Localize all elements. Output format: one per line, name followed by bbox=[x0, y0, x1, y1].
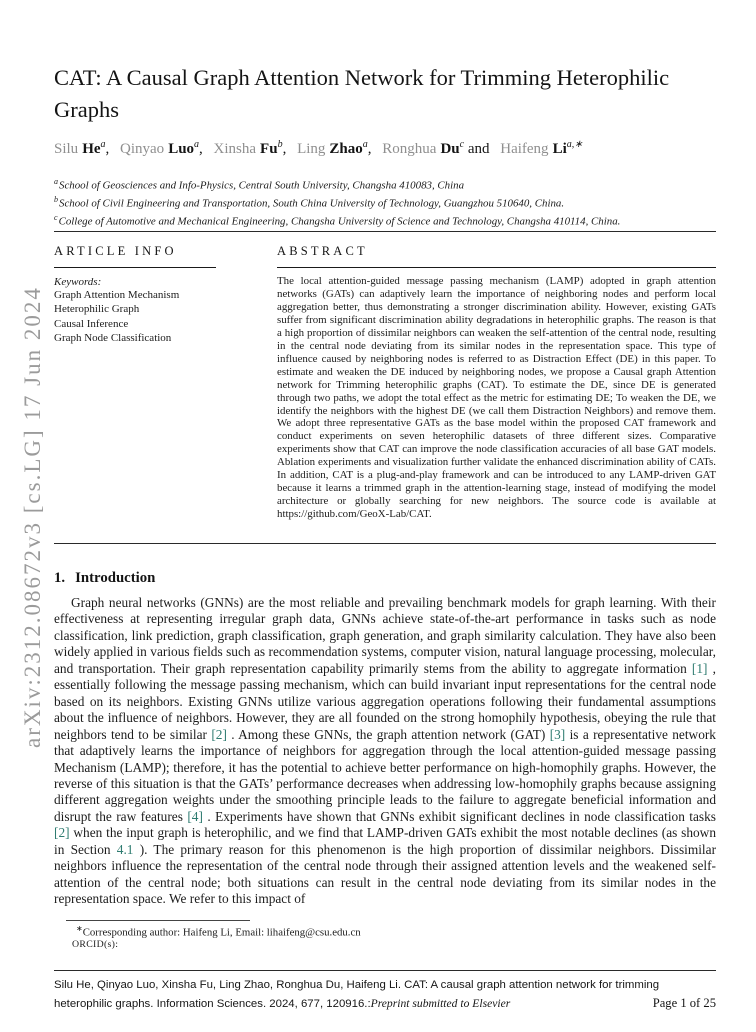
text-segment: when the input graph is heterophilic, and we find that LAMP-driven GATs exhibit the most notable declines (as shown in Section bbox=[54, 825, 716, 857]
affiliation-mark: a bbox=[54, 177, 58, 186]
footer-citation-line2: heterophilic graphs. Information Sciences. 2024, 677, 120916.: bbox=[54, 997, 371, 1010]
author-affiliation-mark: a bbox=[100, 139, 106, 150]
arxiv-watermark: arXiv:2312.08672v3 [cs.LG] 17 Jun 2024 bbox=[20, 286, 45, 748]
author-affiliation-mark: a bbox=[362, 139, 368, 150]
text-segment: Graph neural networks (GNNs) are the most reliable and prevailing benchmark models for graph learning. With their effectiveness at representing irregular graph data, GNNs achieve state-of-the-art performance in tasks such as node classification, link prediction, graph classification, graph generation, and graph similarity calculation. They have also been widely applied in various fields such as recommendation systems, computer vision, natural language processing, molecular, and transportation. Their graph representation capability primarily stems from the ability to aggregate information bbox=[54, 595, 716, 676]
author-line bbox=[54, 139, 716, 158]
keyword-item: Heterophilic Graph bbox=[54, 303, 140, 316]
text-segment: . Among these GNNs, the graph attention network (GAT) bbox=[231, 726, 550, 742]
author-name bbox=[382, 141, 489, 157]
author-family-name: Luo bbox=[168, 141, 195, 157]
affiliation-text: School of Civil Engineering and Transportation, South China University of Technology, Guangzhou 510640, China. bbox=[59, 197, 565, 210]
keywords-list bbox=[54, 288, 260, 346]
keyword-item: Graph Attention Mechanism bbox=[54, 289, 180, 301]
footnote-marker: ∗ bbox=[76, 924, 83, 933]
page-number: Page 1 of 25 bbox=[652, 995, 716, 1010]
article-info-rule bbox=[54, 267, 216, 268]
author-affiliation-mark: a bbox=[194, 139, 200, 150]
author-family-name: Fu bbox=[260, 141, 278, 157]
author-family-name: Li bbox=[552, 141, 567, 157]
text-segment: is a representative network that adaptively learns the importance of neighbors for aggregation through the local attention-guided message passing Mechanism (LAMP); therefore, it has the potential to achieve better performance on high-homophily graphs. However, the reverse of this situation is that the GATs’ performance decreases when addressing low-homophily graphs because assigning different aggregation weights under the smoothing principle leads to the failure to aggregate beneficial information and disrupt the raw features bbox=[54, 726, 716, 824]
divider-top bbox=[54, 231, 716, 232]
keyword-item: Graph Node Classification bbox=[54, 332, 172, 345]
section-heading bbox=[54, 570, 155, 587]
section-title: Introduction bbox=[75, 570, 156, 586]
author-given-name: Xinsha bbox=[213, 141, 257, 157]
keyword-item: Causal Inference bbox=[54, 317, 129, 330]
author-given-name: Ronghua bbox=[382, 141, 437, 157]
footer-preprint-note: Preprint submitted to Elsevier bbox=[370, 996, 511, 1010]
author-family-name: He bbox=[82, 141, 101, 157]
author-given-name: Qinyao bbox=[120, 141, 165, 157]
author-name bbox=[54, 141, 109, 157]
author-separator: , bbox=[282, 141, 287, 157]
author-affiliation-mark: b bbox=[277, 139, 283, 150]
article-info-column bbox=[54, 244, 260, 521]
footer-citation-line1: Silu He, Qinyao Luo, Xinsha Fu, Ling Zhao, Ronghua Du, Haifeng Li. CAT: A causal graph attention network for trimming bbox=[54, 979, 660, 991]
citation-link[interactable]: [1] bbox=[691, 660, 708, 676]
affiliation-mark: c bbox=[54, 213, 58, 223]
author-given-name: Ling bbox=[297, 141, 326, 157]
article-info-heading: ARTICLE INFO bbox=[54, 244, 177, 258]
author-name bbox=[214, 141, 287, 157]
author-family-name: Du bbox=[440, 141, 460, 157]
citation-link[interactable]: [2] bbox=[211, 726, 227, 742]
author-family-name: Zhao bbox=[329, 141, 363, 157]
footer-line2 bbox=[54, 995, 716, 1014]
affiliation-line bbox=[54, 211, 716, 229]
footnote-rule bbox=[66, 920, 250, 921]
citation-link[interactable]: [2] bbox=[54, 825, 70, 841]
affiliation-text: School of Geosciences and Info-Physics, Central South University, Changsha 410083, China bbox=[59, 179, 465, 192]
author-given-name: Silu bbox=[54, 141, 79, 157]
affiliation-line bbox=[54, 175, 716, 193]
info-abstract-section bbox=[54, 244, 716, 521]
citation-link[interactable]: [3] bbox=[549, 726, 566, 742]
abstract-rule bbox=[277, 267, 716, 268]
citation-link[interactable]: [4] bbox=[187, 808, 203, 824]
text-segment: . Experiments have shown that GNNs exhibit significant declines in node classification tasks bbox=[207, 808, 716, 824]
abstract-heading: ABSTRACT bbox=[277, 244, 368, 258]
author-given-name: Haifeng bbox=[500, 141, 549, 157]
author-name bbox=[120, 141, 203, 157]
introduction-paragraph bbox=[54, 595, 716, 908]
affiliation-list bbox=[54, 175, 716, 230]
paper-title: CAT: A Causal Graph Attention Network for Trimming Heterophilic Graphs bbox=[54, 65, 670, 122]
author-separator: , bbox=[367, 141, 372, 157]
text-segment: , essentially following the message passing mechanism, which can build invariant input representations for the central node based on its neighbors. Existing GNNs utilize various aggregation operations following their fundamental assumptions about the influence of neighbors. However, they are all founded on the strong homophily hypothesis, obeying the rule that neighbors tend to be similar bbox=[54, 660, 716, 742]
citation-link[interactable]: 4.1 bbox=[116, 841, 134, 857]
orcid-note: ORCID(s): bbox=[72, 939, 119, 950]
author-name bbox=[297, 141, 371, 157]
author-separator: and bbox=[464, 141, 490, 157]
abstract-column bbox=[277, 244, 716, 521]
author-name bbox=[500, 141, 582, 157]
keywords-label: Keywords: bbox=[54, 276, 102, 288]
divider-mid bbox=[54, 543, 716, 544]
section-number: 1. bbox=[54, 570, 66, 586]
author-affiliation-mark: c bbox=[459, 139, 465, 150]
author-affiliation-mark: a,∗ bbox=[566, 139, 583, 150]
affiliation-line bbox=[54, 193, 716, 211]
footer-rule bbox=[54, 970, 716, 971]
author-separator: , bbox=[105, 141, 110, 157]
corresponding-author-note bbox=[54, 924, 361, 939]
footnote-text: Corresponding author: Haifeng Li, Email: lihaifeng@csu.edu.cn bbox=[82, 926, 361, 939]
affiliation-mark: b bbox=[54, 195, 58, 205]
author-separator: , bbox=[199, 141, 203, 157]
abstract-text: The local attention-guided message passing mechanism (LAMP) adopted in graph attention networks (GATs) can adaptively learn the importance of neighboring nodes and perform local aggregation better, thus demonstrating a stronger discrimination ability. However, existing GATs suffer from significant discrimination ability degradations in heterophilic graphs. The reason is that a high proportion of dissimilar neighbors can weaken the self-attention of the central node, resulting in the central node deviating from its similar nodes in the representation space. This type of influence caused by neighboring nodes is referred to as Distraction Effect (DE) in this paper. To estimate and weaken the DE induced by neighboring nodes, we propose a Causal graph Attention network for Trimming heterophilic graphs (CAT). To estimate the DE, since DE is generated through two paths, we adopt the total effect as the metric for estimating DE; To weaken the DE, we identify the neighbors with the highest DE (we call them Distraction Neighbors) and remove them. We adopt three representative GATs as the base model within the proposed CAT framework and conduct experiments on seven heterophilic datasets of three different sizes. Comparative experiments show that CAT can improve the node classification accuracies of all base GAT models. Ablation experiments and visualization further validate the enhanced discrimination ability of CATs. In addition, CAT is a plug-and-play framework and can be introduced to any LAMP-driven GAT because it learns a trimmed graph in the attention-learning stage, instead of modifying the model architecture or globally searching for new neighbors. The source code is available at https://github.com/GeoX-Lab/CAT. bbox=[277, 275, 716, 521]
page-footer bbox=[54, 977, 716, 1013]
text-segment: ). The primary reason for this phenomenon is the high proportion of dissimilar neighbors. Dissimilar neighbors influence the representation of the central node through their assigned attention levels and the weakened self-attention of the central node; both situations can result in the central node deviating from its similar nodes in the representation space. We refer to this impact of bbox=[54, 841, 717, 907]
affiliation-text: College of Automotive and Mechanical Engineering, Changsha University of Science and Technology, Changsha 410114, China. bbox=[58, 216, 621, 229]
